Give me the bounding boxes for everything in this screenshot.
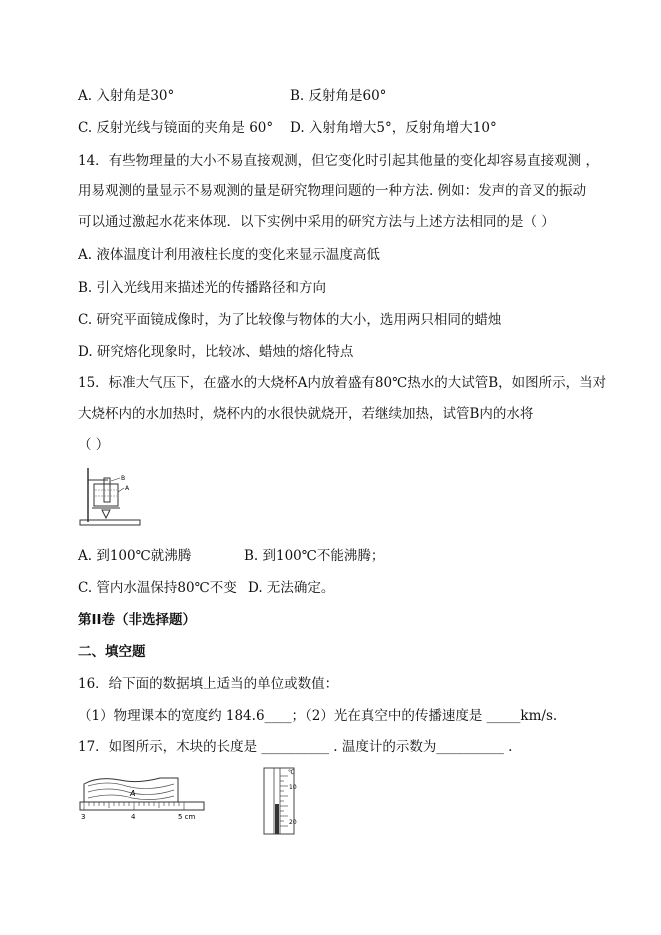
q15-label-a: A (125, 485, 130, 492)
q15-option-c: C. 管内水温保持80℃不变 (78, 580, 237, 596)
q17-ruler-tick-5cm: 5 cm (178, 813, 196, 821)
q17-thermo-label-10: 10 (289, 784, 297, 791)
q14-option-c: C. 研究平面镜成像时，为了比较像与物体的大小，选用两只相同的蜡烛 (78, 312, 502, 328)
q15-stem-line3: （ ） (78, 437, 110, 453)
section-part2-heading: 第II卷（非选择题） (78, 612, 197, 628)
q15-beaker-figure (78, 466, 144, 528)
section-fill-blank-heading: 二、填空题 (78, 644, 146, 660)
q15-option-d: D. 无法确定。 (248, 580, 335, 596)
q14-stem-line3: 可以通过激起水花来体现．以下实例中采用的研究方法与上述方法相同的是（ ） (78, 214, 555, 230)
q13-option-a: A. 入射角是30° (78, 88, 175, 104)
q17-ruler-tick-4: 4 (131, 813, 136, 821)
q15-stem-line1: 15．标准大气压下，在盛水的大烧杯A内放着盛有80℃热水的大试管B，如图所示，当对 (78, 375, 607, 391)
q17-ruler-tick-3: 3 (81, 813, 86, 821)
q14-stem-line2: 用易观测的量显示不易观测的量是研究物理问题的一种方法. 例如：发声的音叉的振动 (78, 183, 587, 199)
q15-option-a: A. 到100℃就沸腾 (78, 548, 192, 564)
q15-label-b: B (121, 475, 126, 482)
q14-option-d: D. 研究熔化现象时，比较冰、蜡烛的熔化特点 (78, 344, 354, 360)
q14-option-b: B. 引入光线用来描述光的传播路径和方向 (78, 280, 327, 296)
q17-thermo-label-20: 20 (289, 819, 297, 826)
q17-ruler-figure (78, 772, 208, 822)
q17-block-label: A (130, 789, 136, 798)
q16-body: （1）物理课本的宽度约 184.6____；（2）光在真空中的传播速度是 _____km/s. (78, 708, 558, 724)
q13-option-b: B. 反射角是60° (290, 88, 387, 104)
q16-stem: 16．给下面的数据填上适当的单位或数值： (78, 676, 339, 692)
q14-stem-line1: 14．有些物理量的大小不易直接观测，但它变化时引起其他量的变化却容易直接观测 ， (78, 153, 599, 169)
q15-stem-line2: 大烧杯内的水加热时，烧杯内的水很快就烧开，若继续加热，试管B内的水将 (78, 406, 534, 422)
q14-option-a: A. 液体温度计利用液柱长度的变化来显示温度高低 (78, 247, 380, 263)
q17-thermometer-figure (262, 766, 310, 836)
q13-option-c: C. 反射光线与镜面的夹角是 60° (78, 120, 274, 136)
q17-stem: 17．如图所示，木块的长度是 __________ . 温度计的示数为__________ . (78, 739, 513, 755)
q17-thermo-unit: ℃ (288, 769, 295, 776)
q15-option-b: B. 到100℃不能沸腾； (244, 548, 385, 564)
q13-option-d: D. 入射角增大5°，反射角增大10° (290, 120, 497, 136)
